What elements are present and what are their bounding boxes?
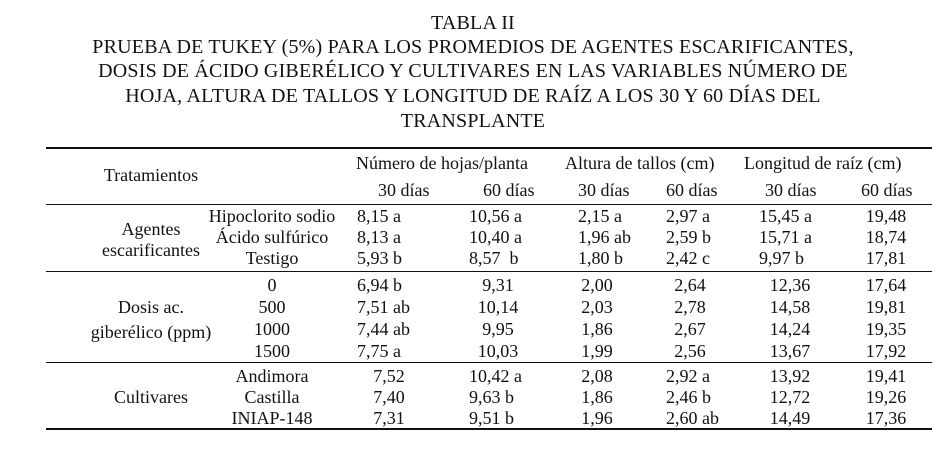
table-cell: 2,60 ab	[666, 408, 719, 428]
table-cell: 13,67	[769, 341, 811, 361]
table-cell: 2,46 b	[666, 387, 711, 407]
header-treatments: Tratamientos	[103, 165, 199, 185]
table-cell: 1,86	[581, 319, 613, 339]
table-cell: 17,36	[865, 408, 907, 428]
table-cell: 10,56 a	[469, 206, 522, 226]
table-cell: 2,59 b	[666, 227, 711, 247]
section-name: Dosis ac.	[118, 297, 184, 317]
table-cell: 7,44 ab	[357, 319, 410, 339]
table-cell: 17,81	[865, 248, 907, 268]
row-label: 1000	[254, 319, 290, 339]
table-cell: 2,97 a	[666, 206, 710, 226]
table-cell: 19,41	[865, 366, 907, 386]
section-rule-2	[46, 362, 932, 363]
table-cell: 2,64	[674, 275, 706, 295]
table-cell: 19,81	[865, 297, 907, 317]
table-cell: 2,56	[674, 341, 706, 361]
table-cell: 12,72	[769, 387, 811, 407]
row-label: Testigo	[245, 248, 299, 268]
table-cell: 9,51 b	[469, 408, 514, 428]
table-cell: 9,95	[482, 319, 514, 339]
table-cell: 7,40	[373, 387, 405, 407]
header-days-4: 60 días	[666, 180, 718, 200]
table-cell: 10,40 a	[469, 227, 522, 247]
table-cell: 15,71 a	[759, 227, 812, 247]
caption-line-4: TRANSPLANTE	[400, 110, 546, 132]
table-cell: 17,92	[865, 341, 907, 361]
table-cell: 2,42 c	[666, 248, 710, 268]
section-name: giberélico (ppm)	[90, 322, 212, 342]
table-cell: 5,93 b	[357, 248, 402, 268]
table-cell: 19,35	[865, 319, 907, 339]
table-cell: 19,26	[865, 387, 907, 407]
row-label: INIAP-148	[231, 408, 313, 428]
header-group-root-length: Longitud de raíz (cm)	[744, 153, 902, 173]
header-days-2: 60 días	[483, 180, 535, 200]
caption-line-3: HOJA, ALTURA DE TALLOS Y LONGITUD DE RAÍZ A LOS 30 Y 60 DÍAS DEL	[125, 85, 821, 107]
header-group-stem-height: Altura de tallos (cm)	[565, 153, 715, 173]
table-cell: 8,13 a	[357, 227, 401, 247]
table-cell: 9,31	[482, 275, 514, 295]
header-days-5: 30 días	[765, 180, 817, 200]
table-cell: 14,58	[769, 297, 811, 317]
table-number: TABLA II	[431, 12, 515, 34]
table-cell: 13,92	[769, 366, 811, 386]
row-label: 0	[267, 275, 277, 295]
section-name: Agentes	[121, 219, 181, 239]
caption-line-2: DOSIS DE ÁCIDO GIBERÉLICO Y CULTIVARES EN LAS VARIABLES NÚMERO DE	[98, 60, 848, 82]
section-rule-1	[46, 271, 932, 272]
table-cell: 10,03	[477, 341, 519, 361]
table-cell: 2,08	[581, 366, 613, 386]
table-cell: 2,92 a	[666, 366, 710, 386]
table-cell: 1,86	[581, 387, 613, 407]
table-cell: 7,31	[373, 408, 405, 428]
table-cell: 6,94 b	[357, 275, 402, 295]
table-cell: 9,97 b	[759, 248, 804, 268]
table-cell: 1,80 b	[578, 248, 623, 268]
header-group-leaves: Número de hojas/planta	[356, 153, 528, 173]
table-cell: 9,63 b	[469, 387, 514, 407]
table-cell: 8,57 b	[469, 248, 519, 268]
row-label: 1500	[254, 341, 290, 361]
row-label: Ácido sulfúrico	[215, 227, 329, 247]
header-days-6: 60 días	[861, 180, 913, 200]
table-cell: 2,67	[674, 319, 706, 339]
table-cell: 19,48	[865, 206, 907, 226]
table-cell: 7,51 ab	[357, 297, 410, 317]
table-cell: 1,99	[581, 341, 613, 361]
header-rule	[46, 204, 932, 205]
table-cell: 15,45 a	[759, 206, 812, 226]
header-days-1: 30 días	[378, 180, 430, 200]
row-label: Castilla	[244, 387, 300, 407]
table-cell: 7,52	[373, 366, 405, 386]
table-cell: 2,03	[581, 297, 613, 317]
header-days-3: 30 días	[578, 180, 630, 200]
table-cell: 2,78	[674, 297, 706, 317]
table-cell: 12,36	[769, 275, 811, 295]
caption-line-1: PRUEBA DE TUKEY (5%) PARA LOS PROMEDIOS DE AGENTES ESCARIFICANTES,	[92, 36, 854, 58]
table-cell: 14,24	[769, 319, 811, 339]
table-top-rule	[46, 147, 932, 149]
section-name: escarificantes	[102, 240, 200, 260]
row-label: Hipoclorito sodio	[208, 206, 336, 226]
table-cell: 18,74	[865, 227, 907, 247]
table-cell: 1,96 ab	[578, 227, 631, 247]
table-cell: 2,15 a	[578, 206, 622, 226]
row-label: 500	[258, 297, 286, 317]
table-cell: 1,96	[581, 408, 613, 428]
table-cell: 14,49	[769, 408, 811, 428]
table-cell: 7,75 a	[357, 341, 401, 361]
table-cell: 10,42 a	[469, 366, 522, 386]
row-label: Andimora	[235, 366, 309, 386]
section-name: Cultivares	[114, 387, 188, 407]
table-cell: 17,64	[865, 275, 907, 295]
table-cell: 8,15 a	[357, 206, 401, 226]
table-cell: 10,14	[477, 297, 519, 317]
table-cell: 2,00	[581, 275, 613, 295]
